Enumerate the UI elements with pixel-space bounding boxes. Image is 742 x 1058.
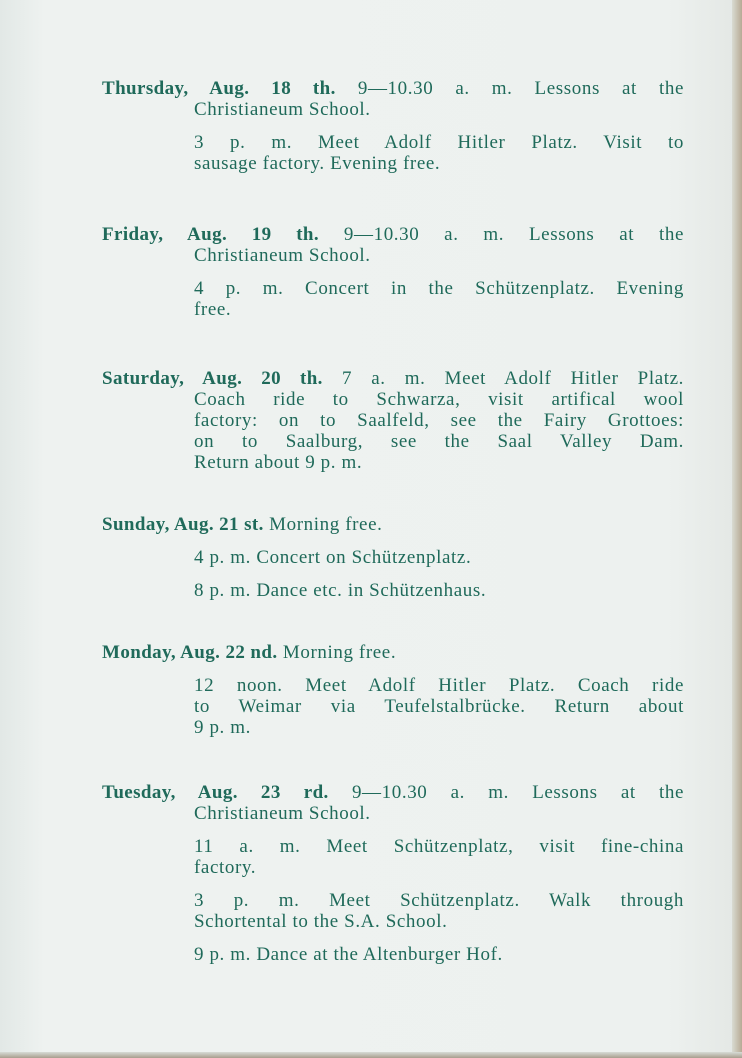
day-date: Sunday, Aug. 21 st. <box>102 514 264 535</box>
schedule-day <box>102 514 684 601</box>
schedule-item-line: 9 p. m. Dance at the Altenburger Hof. <box>194 944 503 965</box>
day-text-line: factory: on to Saalfeld, see the Fairy Grottoes: <box>194 410 684 431</box>
day-date: Friday, Aug. 19 th. <box>102 224 320 245</box>
day-date: Thursday, Aug. 18 th. <box>102 78 336 99</box>
day-heading <box>102 782 684 803</box>
day-text-line: Coach ride to Schwarza, visit artifical wool <box>194 389 684 410</box>
schedule-item <box>102 675 684 738</box>
page-edge <box>732 0 742 1058</box>
schedule-item-line: free. <box>194 299 232 320</box>
schedule-item <box>102 836 684 878</box>
schedule-item-line: sausage factory. Evening free. <box>194 153 441 174</box>
day-text-line: Christianeum School. <box>194 245 371 266</box>
schedule-item-line: 4 p. m. Concert on Schützenplatz. <box>194 547 472 568</box>
page-bottom-edge <box>0 1052 742 1058</box>
day-text-line: Christianeum School. <box>194 99 371 120</box>
schedule-item-line: factory. <box>194 857 257 878</box>
schedule-day <box>102 78 684 174</box>
schedule-item-line: 4 p. m. Concert in the Schützenplatz. Evening <box>194 278 684 299</box>
schedule-item-line: 12 noon. Meet Adolf Hitler Platz. Coach ride <box>194 675 684 696</box>
day-heading <box>102 514 684 535</box>
schedule-item-line: 8 p. m. Dance etc. in Schützenhaus. <box>194 580 487 601</box>
schedule-item-line: Schortental to the S.A. School. <box>194 911 448 932</box>
schedule-day <box>102 224 684 320</box>
schedule-item-line: 3 p. m. Meet Adolf Hitler Platz. Visit to <box>194 132 684 153</box>
schedule-item <box>102 132 684 174</box>
day-heading-text: 7 a. m. Meet Adolf Hitler Platz. <box>341 368 684 389</box>
day-date: Monday, Aug. 22 nd. <box>102 642 278 663</box>
schedule-item-line: to Weimar via Teufelstalbrücke. Return about <box>194 696 684 717</box>
day-text-line: Christianeum School. <box>194 803 371 824</box>
day-date: Tuesday, Aug. 23 rd. <box>102 782 329 803</box>
schedule-day <box>102 368 684 473</box>
day-text-line: on to Saalburg, see the Saal Valley Dam. <box>194 431 684 452</box>
schedule-day <box>102 642 684 738</box>
day-date: Saturday, Aug. 20 th. <box>102 368 323 389</box>
day-heading <box>102 368 684 389</box>
schedule-day <box>102 782 684 965</box>
schedule-item <box>102 580 684 601</box>
day-heading-text: Morning free. <box>282 642 397 663</box>
schedule-item-line: 3 p. m. Meet Schützenplatz. Walk through <box>194 890 684 911</box>
day-heading-text: 9—10.30 a. m. Lessons at the <box>343 224 684 245</box>
day-heading-text: 9—10.30 a. m. Lessons at the <box>357 78 684 99</box>
day-heading <box>102 78 684 99</box>
day-heading-text: Morning free. <box>269 514 383 535</box>
schedule-item-line: 9 p. m. <box>194 717 251 738</box>
day-heading <box>102 642 684 663</box>
schedule-item <box>102 547 684 568</box>
schedule-item <box>102 278 684 320</box>
day-text-line: Return about 9 p. m. <box>194 452 363 473</box>
schedule-item-line: 11 a. m. Meet Schützenplatz, visit fine-china <box>194 836 684 857</box>
day-heading <box>102 224 684 245</box>
schedule-item <box>102 890 684 932</box>
schedule-item <box>102 944 684 965</box>
day-heading-text: 9—10.30 a. m. Lessons at the <box>351 782 684 803</box>
